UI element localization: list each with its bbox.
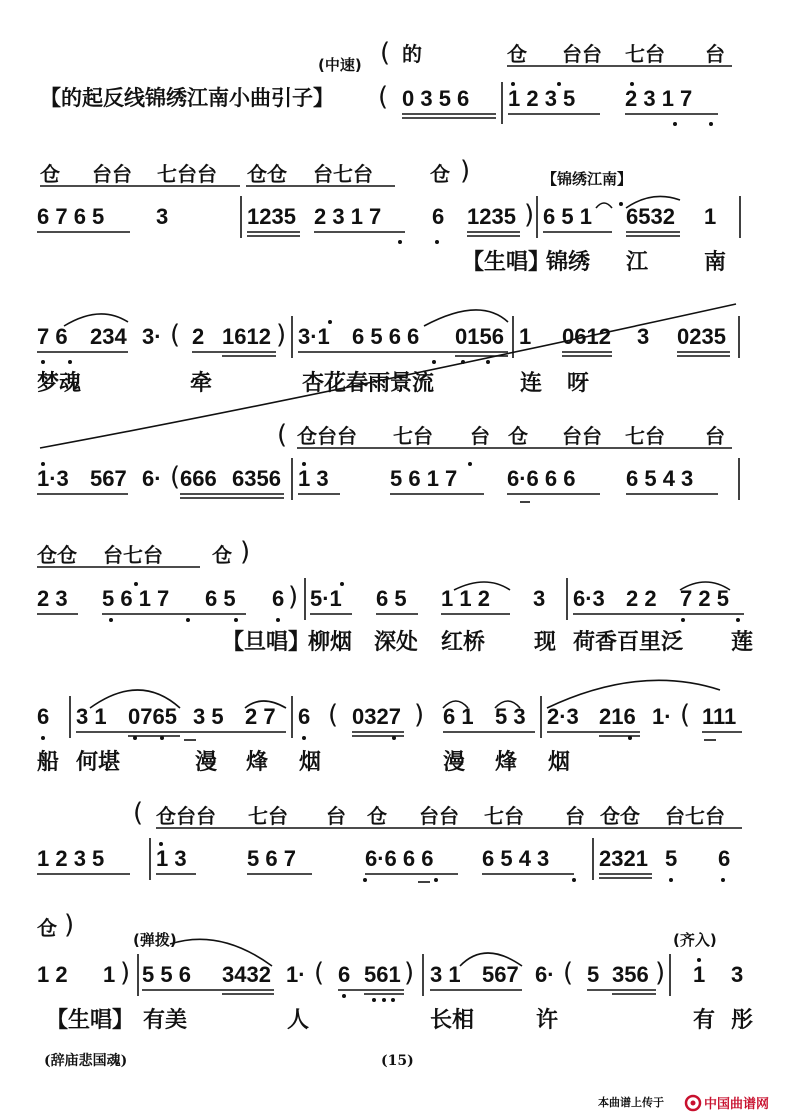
page-number: (15) [381, 1053, 414, 1069]
paren-close: ) [120, 958, 131, 988]
note-group: 5 6 7 [247, 846, 296, 871]
note-group: 7 6 [37, 324, 68, 349]
lyric: 梦魂 [37, 371, 82, 396]
perc-text: 仓 [212, 543, 232, 567]
paren-close: ) [460, 156, 471, 186]
lyric: 柳烟 [308, 630, 353, 655]
slur [626, 196, 680, 208]
paren-open: ( [378, 82, 389, 112]
dot-low [673, 122, 677, 126]
paren-open: ( [133, 798, 144, 828]
note-group: 1 [103, 962, 116, 987]
paren-open: ( [277, 420, 288, 450]
slur [424, 310, 508, 326]
perc-text: 台台 [562, 424, 602, 448]
note-group: 6 5 6 6 [352, 324, 420, 349]
lyric: 江 [626, 250, 649, 275]
instrument-mark: (弹拨) [133, 931, 177, 949]
note-group: 2321 [599, 846, 648, 871]
lyric: 长相 [430, 1008, 475, 1033]
slur [454, 582, 510, 590]
perc-text: 仓 [37, 916, 57, 940]
perc-text: 七台 [625, 42, 665, 66]
paren-open: ( [170, 462, 181, 492]
note-group: 6 1 [443, 704, 474, 729]
note-group: 0235 [677, 324, 726, 349]
slur [245, 701, 286, 708]
perc-text: 台 [705, 42, 725, 66]
note-group: 1 [704, 204, 717, 229]
note-group: 1· [652, 704, 672, 729]
note-group: 5 6 1 7 [102, 586, 170, 611]
note-group: 5 [665, 846, 678, 871]
perc-text: 仓台台 [297, 424, 357, 448]
lyric: 莲 [731, 630, 754, 655]
paren-open: ( [170, 320, 181, 350]
lyric: 何堪 [76, 750, 121, 775]
note-group: 2 2 [626, 586, 657, 611]
dot-high [511, 82, 515, 86]
note-group: 2 3 1 7 [314, 204, 382, 229]
note-group: 6 [272, 586, 285, 611]
note-group: 6 [37, 704, 50, 729]
perc-text: 仓 [40, 162, 60, 186]
slur [90, 690, 180, 708]
lyric: 漫 [443, 750, 466, 775]
note-group: 567 [90, 466, 127, 491]
note-group: 3 1 [430, 962, 461, 987]
note-group: 1 [693, 962, 706, 987]
paren-open: ( [563, 958, 574, 988]
role-label: 【生唱】 [46, 1008, 135, 1033]
note-group: 1 1 2 [441, 586, 490, 611]
perc-text: 台 [565, 804, 585, 828]
lyric: 烽 [246, 750, 269, 775]
paren-close: ) [240, 537, 251, 567]
slur [443, 701, 468, 708]
slur [40, 304, 736, 448]
section-title: 【锦绣江南】 [542, 170, 633, 188]
note-group: 6· [142, 466, 162, 491]
slur [495, 701, 520, 708]
note-group: 5 6 1 7 [390, 466, 458, 491]
note-group: 0156 [455, 324, 504, 349]
note-group: 6 [718, 846, 731, 871]
note-group: 7 2 5 [680, 586, 729, 611]
note-group: 2 3 1 7 [625, 86, 693, 111]
lyric: 彤 [731, 1008, 754, 1033]
perc-text: 仓 [367, 804, 387, 828]
note-group: 6 5 4 3 [626, 466, 694, 491]
lyric: 人 [287, 1008, 310, 1033]
note-group: 6 5 [376, 586, 407, 611]
note-group: 111 [702, 704, 737, 729]
note-group: 6· [535, 962, 555, 987]
lyric: 有美 [143, 1008, 188, 1033]
lyric: 牵 [190, 371, 213, 396]
note-group: 3432 [222, 962, 271, 987]
perc-text: 台七台 [313, 162, 373, 186]
perc-text: 台七台 [103, 543, 163, 567]
perc-text: 仓 [507, 42, 527, 66]
paren-close: ) [404, 958, 415, 988]
paren-open: ( [380, 38, 391, 68]
lyric: 漫 [195, 750, 218, 775]
slur [460, 953, 522, 966]
role-label: 【旦唱】 [222, 630, 311, 655]
note-group: 6·3 [573, 586, 605, 611]
note-group: 3 [533, 586, 546, 611]
lyric: 有 [693, 1008, 716, 1033]
paren-close: ) [414, 700, 425, 730]
note-group: 0765 [128, 704, 177, 729]
note-group: 5·1 [310, 586, 342, 611]
note-group: 2 3 [37, 586, 68, 611]
perc-text: 七台 [393, 424, 433, 448]
perc-text: 台台 [419, 804, 459, 828]
note-group: 2 7 [245, 704, 276, 729]
paren-close: ) [276, 320, 287, 350]
note-group: 2 [192, 324, 205, 349]
note-group: 5 3 [495, 704, 526, 729]
note-group: 1 [519, 324, 532, 349]
note-group: 6 [432, 204, 445, 229]
perc-text: 七台 [484, 804, 524, 828]
note-group: 567 [482, 962, 519, 987]
lyric: 南 [704, 250, 727, 275]
lyric: 呀 [567, 371, 590, 396]
perc-text: 仓仓 [600, 804, 640, 828]
lyric: 锦绣 [546, 250, 591, 275]
note-group: 6532 [626, 204, 675, 229]
note-group: 3 5 [193, 704, 224, 729]
note-group: 6 [338, 962, 351, 987]
perc-text: 七台 [248, 804, 288, 828]
note-group: 6·6 6 6 [507, 466, 576, 491]
perc-text: 台 [326, 804, 346, 828]
note-group: 1· [286, 962, 306, 987]
instrument-mark: (齐入) [673, 931, 717, 949]
slur [596, 203, 612, 208]
note-group: 1 2 3 5 [508, 86, 576, 111]
upload-note: 本曲谱上传于 [598, 1096, 664, 1109]
perc-text: 台台 [92, 162, 132, 186]
tempo-mark: (中速) [318, 56, 362, 74]
note-group: 3 [637, 324, 650, 349]
perc-text: 仓仓 [37, 543, 77, 567]
perc-text: 七台 [625, 424, 665, 448]
source-title: (辞庙悲国魂) [44, 1053, 128, 1069]
perc-text: 仓 [508, 424, 528, 448]
slur [547, 680, 720, 708]
paren-open: ( [680, 700, 691, 730]
note-group: 2·3 [547, 704, 579, 729]
note-group: 6 5 [205, 586, 236, 611]
lyric: 深处 [374, 630, 419, 655]
note-group: 561 [364, 962, 401, 987]
paren-open: ( [328, 700, 339, 730]
perc-text: 台台 [562, 42, 602, 66]
note-group: 1235 [467, 204, 516, 229]
note-group: 1 3 [298, 466, 329, 491]
perc-text: 仓 [430, 162, 450, 186]
slur [170, 939, 272, 966]
lyric: 杏花春雨景流 [302, 371, 435, 396]
site-name: 中国曲谱网 [704, 1097, 770, 1112]
lyric: 船 [37, 750, 60, 775]
paren-open: ( [314, 958, 325, 988]
note-group: 6·6 6 6 [365, 846, 434, 871]
note-group: 5 [587, 962, 600, 987]
lyric: 荷香百里泛 [573, 630, 684, 655]
lyric: 连 [520, 371, 543, 396]
note-group: 234 [90, 324, 127, 349]
note-group: 3· [142, 324, 162, 349]
note-group: 6 [298, 704, 311, 729]
note-group: 5 5 6 [142, 962, 191, 987]
note-group: 3 1 [76, 704, 107, 729]
note-group: 1 3 [156, 846, 187, 871]
note-group: 216 [599, 704, 636, 729]
note-group: 0612 [562, 324, 611, 349]
note-group: 3·1 [298, 324, 330, 349]
perc-text: 仓仓 [247, 162, 287, 186]
lyric: 烟 [299, 750, 322, 775]
note-group: 1612 [222, 324, 271, 349]
note-group: 1235 [247, 204, 296, 229]
lyric: 现 [534, 630, 557, 655]
note-group: 356 [612, 962, 649, 987]
paren-close: ) [288, 582, 299, 612]
perc-text: 七台台 [157, 162, 217, 186]
perc-text: 的 [402, 42, 422, 66]
slur [680, 582, 730, 590]
lyric: 烟 [548, 750, 571, 775]
note-group: 1 2 [37, 962, 68, 987]
slur [64, 314, 128, 326]
role-label: 【生唱】 [462, 250, 551, 275]
paren-close: ) [64, 910, 75, 940]
lyric: 红桥 [441, 630, 486, 655]
note-group: 666 [180, 466, 217, 491]
note-group: 3 [156, 204, 169, 229]
note-group: 6 7 6 5 [37, 204, 105, 229]
note-group: 6 5 4 3 [482, 846, 550, 871]
paren-close: ) [655, 958, 666, 988]
intro-title: 【的起反线锦绣江南小曲引子】 [40, 86, 334, 110]
lyric: 许 [536, 1008, 559, 1033]
note-group: 3 [731, 962, 744, 987]
note-group: 1 2 3 5 [37, 846, 105, 871]
lyric: 烽 [495, 750, 518, 775]
note-group: 6356 [232, 466, 281, 491]
perc-text: 台 [470, 424, 490, 448]
note-group: 0327 [352, 704, 401, 729]
note-group: 1·3 [37, 466, 69, 491]
paren-close: ) [524, 200, 535, 230]
note-group: 0 3 5 6 [402, 86, 470, 111]
perc-text: 仓台台 [156, 804, 216, 828]
note-group: 6 5 1 [543, 204, 592, 229]
perc-text: 台 [705, 424, 725, 448]
perc-text: 台七台 [665, 804, 725, 828]
